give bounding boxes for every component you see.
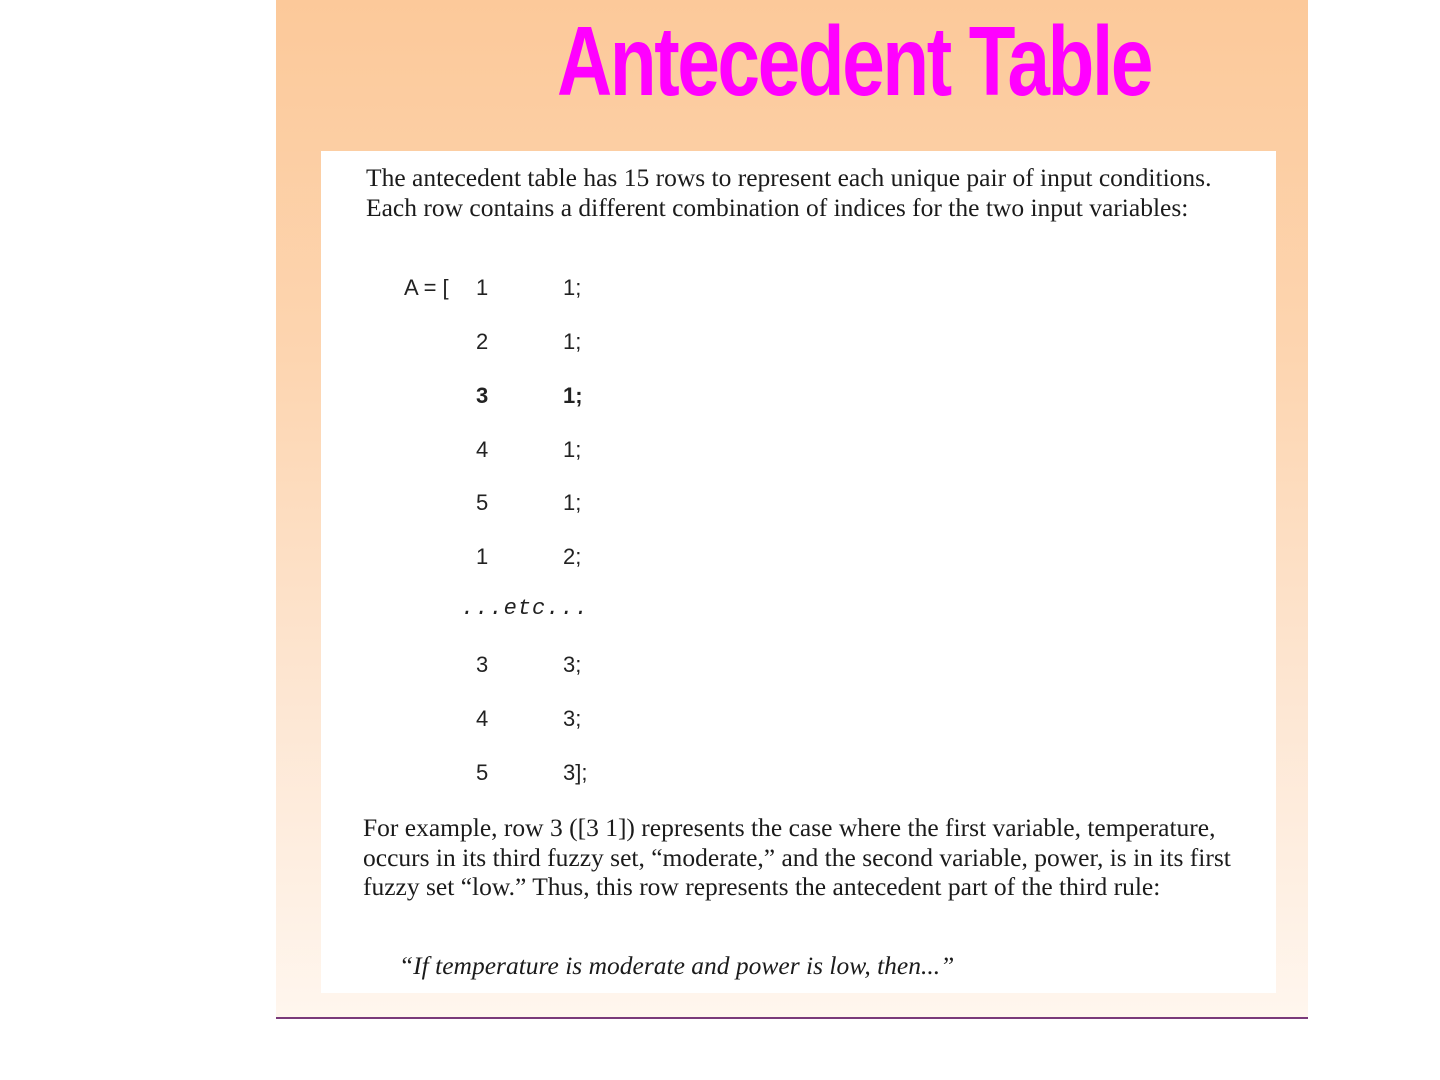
matrix-row-6-col-2: 2;	[563, 544, 582, 569]
rule-quote: “If temperature is moderate and power is low, then...”	[399, 951, 955, 980]
matrix-row-8-col-2: 3;	[563, 706, 582, 731]
content-card	[321, 151, 1276, 993]
matrix-row-5-col-2: 1;	[563, 490, 582, 515]
matrix-row-4-col-1: 4	[476, 437, 489, 462]
matrix-row-7-col-2: 3;	[563, 652, 582, 677]
matrix-row-6-col-1: 1	[476, 544, 489, 569]
matrix-ellipsis: ...etc...	[461, 596, 589, 621]
matrix-row-2-col-2: 1;	[563, 329, 582, 354]
matrix-row-1-col-1: 1	[476, 275, 489, 300]
explanation-paragraph: For example, row 3 ([3 1]) represents the case where the first variable, temperature, occurs in its third fuzzy set, “moderate,” and the second variable, power, is in its first fuzzy set “low.” Thus, this row represents the antecedent part of the third rule:	[363, 813, 1231, 901]
intro-paragraph: The antecedent table has 15 rows to represent each unique pair of input conditions. Each row contains a different combination of indices for the two input variables:	[366, 163, 1212, 222]
matrix-prefix: A = [	[404, 275, 449, 300]
matrix-row-7-col-1: 3	[476, 652, 489, 677]
matrix-row-3-col-1: 3	[476, 383, 489, 408]
matrix-row-9-col-1: 5	[476, 760, 489, 785]
matrix-row-8-col-1: 4	[476, 706, 489, 731]
matrix-row-9-col-2: 3];	[563, 760, 588, 785]
footer-divider	[276, 1017, 1308, 1019]
matrix-row-4-col-2: 1;	[563, 437, 582, 462]
slide-title: Antecedent Table	[557, 6, 1152, 116]
matrix-row-5-col-1: 5	[476, 490, 489, 515]
matrix-row-2-col-1: 2	[476, 329, 489, 354]
matrix-row-3-col-2: 1;	[563, 383, 583, 408]
matrix-row-1-col-2: 1;	[563, 275, 582, 300]
